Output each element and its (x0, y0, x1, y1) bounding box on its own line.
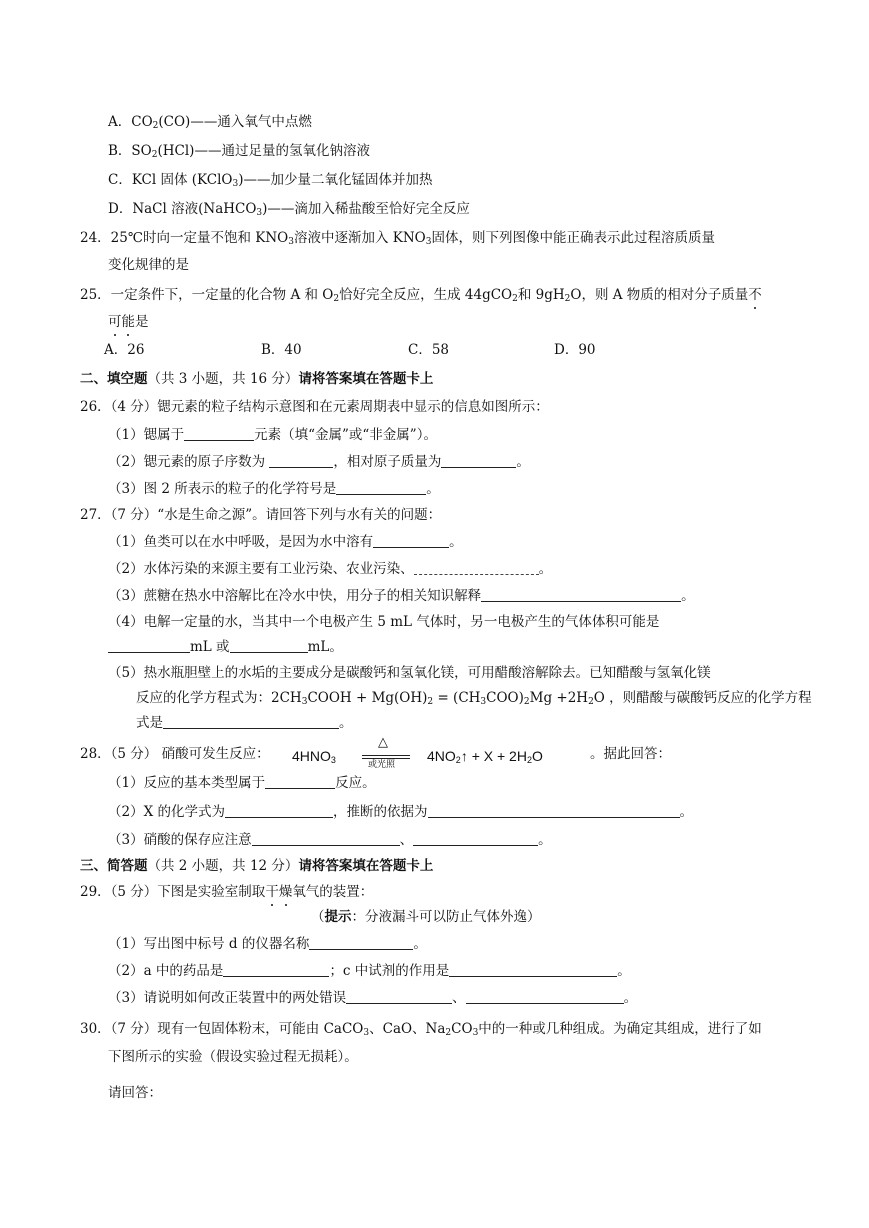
q27-part-5-answer: 式是 。 (136, 715, 353, 731)
q26-part-1: （1）锶属于 元素（填“金属”或“非金属”）。 (108, 427, 437, 443)
q29-stem: 29．（5 分）下图是实验室制取干燥氧气的装置： (80, 884, 374, 900)
reaction-arrow (362, 735, 414, 770)
answer-blank[interactable] (413, 831, 538, 846)
q23-option-b: B．$SO_2(HCl)——$通过足量的氢氧化钠溶液 (108, 143, 370, 160)
q25-option-c: C．58 (408, 342, 450, 358)
q25-option-b: B．40 (261, 342, 302, 358)
reaction-condition: 或光照 (368, 760, 396, 770)
answer-blank[interactable] (441, 453, 516, 468)
answer-blank[interactable] (428, 803, 680, 818)
q30-stem: 30．（7 分）现有一包固体粉末，可能由 CaCO$_3$、CaO、$Na_2CO_3$中的一种或几种组成。为确定其组成，进行了如 (80, 1021, 762, 1038)
answer-blank[interactable] (252, 831, 400, 846)
q28-equation-right: $4NO_2↑ + X + 2H_2O$ (427, 748, 543, 765)
answer-blank[interactable] (309, 935, 413, 950)
answer-blank[interactable] (414, 560, 539, 575)
answer-blank[interactable] (481, 587, 681, 602)
q28-stem: 28．（5 分） 硝酸可发生反应： (80, 746, 270, 762)
q24-stem: 24．25℃时向一定量不饱和 $KNO_3$溶液中逐渐加入 $KNO_3$固体，则下列图像中能正确表示此过程溶质质量 (80, 230, 715, 247)
q27-stem: 27．（7 分）“水是生命之源”。请回答下列与水有关的问题： (80, 507, 442, 523)
answer-blank[interactable] (225, 803, 333, 818)
q29-hint: （提示：分液漏斗可以防止气体外逸） (311, 909, 541, 925)
q27-part-1: （1）鱼类可以在水中呼吸，是因为水中溶有 。 (108, 534, 463, 550)
heat-triangle-icon: △ (378, 735, 388, 750)
q23-option-a: A．$CO_2(CO)——$通入氧气中点燃 (108, 114, 312, 131)
q26-part-3: （3）图 2 所表示的粒子的化学符号是 。 (108, 481, 440, 497)
q30-stem-cont: 下图所示的实验（假设实验过程无损耗）。 (108, 1049, 358, 1065)
q27-part-5-equation: 反应的化学方程式为：$2CH_3COOH + Mg(OH)_2 = (CH_3COO)_2Mg +2H_2O$ ，则醋酸与碳酸钙反应的化学方程 (136, 690, 812, 707)
answer-blank[interactable] (466, 989, 624, 1004)
answer-blank[interactable] (184, 426, 254, 441)
answer-blank[interactable] (336, 480, 426, 495)
q25-option-d: D．90 (554, 342, 596, 358)
q25-options (104, 341, 596, 359)
q28-part-1: （1）反应的基本类型属于 反应。 (108, 775, 376, 791)
q26-part-2: （2）锶元素的原子序数为 ，相对原子质量为 。 (108, 454, 530, 470)
q24-stem-cont: 变化规律的是 (108, 257, 189, 273)
q29-part-2: （2）a 中的药品是 ；c 中试剂的作用是 。 (108, 963, 631, 979)
q28-part-3: （3）硝酸的保存应注意 、 。 (108, 832, 552, 848)
q27-part-3: （3）蔗糖在热水中溶解比在冷水中快，用分子的相关知识解释 。 (108, 588, 695, 604)
answer-blank[interactable] (108, 638, 190, 653)
q28-equation-left: $4HNO_3$ (292, 748, 336, 765)
answer-blank[interactable] (230, 638, 308, 653)
q25-stem-cont: 可能是 (108, 314, 149, 330)
answer-blank[interactable] (223, 962, 329, 977)
answer-blank[interactable] (346, 989, 452, 1004)
q23-option-c: C．KCl 固体 (KClO$_3$)——加少量二氧化锰固体并加热 (108, 172, 433, 189)
answer-blank[interactable] (449, 962, 617, 977)
q28-stem-tail: 。据此回答： (590, 746, 671, 762)
q27-part-4: （4）电解一定量的水，当其中一个电极产生 5 mL 气体时，另一电极产生的气体体积可能是 (108, 614, 660, 630)
section-2-heading: 二、填空题（共 3 小题，共 16 分）请将答案填在答题卡上 (80, 371, 434, 387)
q27-part-2: （2）水体污染的来源主要有工业污染、农业污染、 。 (108, 561, 553, 577)
arrow-line (362, 758, 410, 759)
answer-blank[interactable] (269, 453, 333, 468)
q29-part-1: （1）写出图中标号 d 的仪器名称 。 (108, 936, 427, 952)
q29-part-3: （3）请说明如何改正装置中的两处错误 、 。 (108, 990, 638, 1006)
q23-option-d: D．NaCl 溶液(NaHCO$_3$)——滴加入稀盐酸至恰好完全反应 (108, 201, 470, 218)
answer-blank[interactable] (265, 774, 335, 789)
answer-blank[interactable] (163, 714, 339, 729)
answer-blank[interactable] (373, 533, 449, 548)
q27-part-5: （5）热水瓶胆壁上的水垢的主要成分是碳酸钙和氢氧化镁，可用醋酸溶解除去。已知醋酸与氢氧化镁 (108, 665, 711, 681)
section-3-heading: 三、简答题（共 2 小题，共 12 分）请将答案填在答题卡上 (80, 858, 434, 874)
q28-part-2: （2）X 的化学式为 ，推断的依据为 。 (108, 804, 693, 820)
q27-part-4-blanks: mL 或 mL。 (108, 638, 343, 656)
q25-option-a: A．26 (104, 342, 145, 358)
q25-stem: 25．一定条件下，一定量的化合物 A 和 $O_2$恰好完全反应，生成 44gCO$_2$和 $9gH_2O$，则 A 物质的相对分子质量不 (80, 287, 762, 304)
q26-stem: 26．（4 分）锶元素的粒子结构示意图和在元素周期表中显示的信息如图所示： (80, 399, 549, 415)
q30-prompt: 请回答： (108, 1085, 162, 1101)
arrow-line (362, 755, 410, 756)
